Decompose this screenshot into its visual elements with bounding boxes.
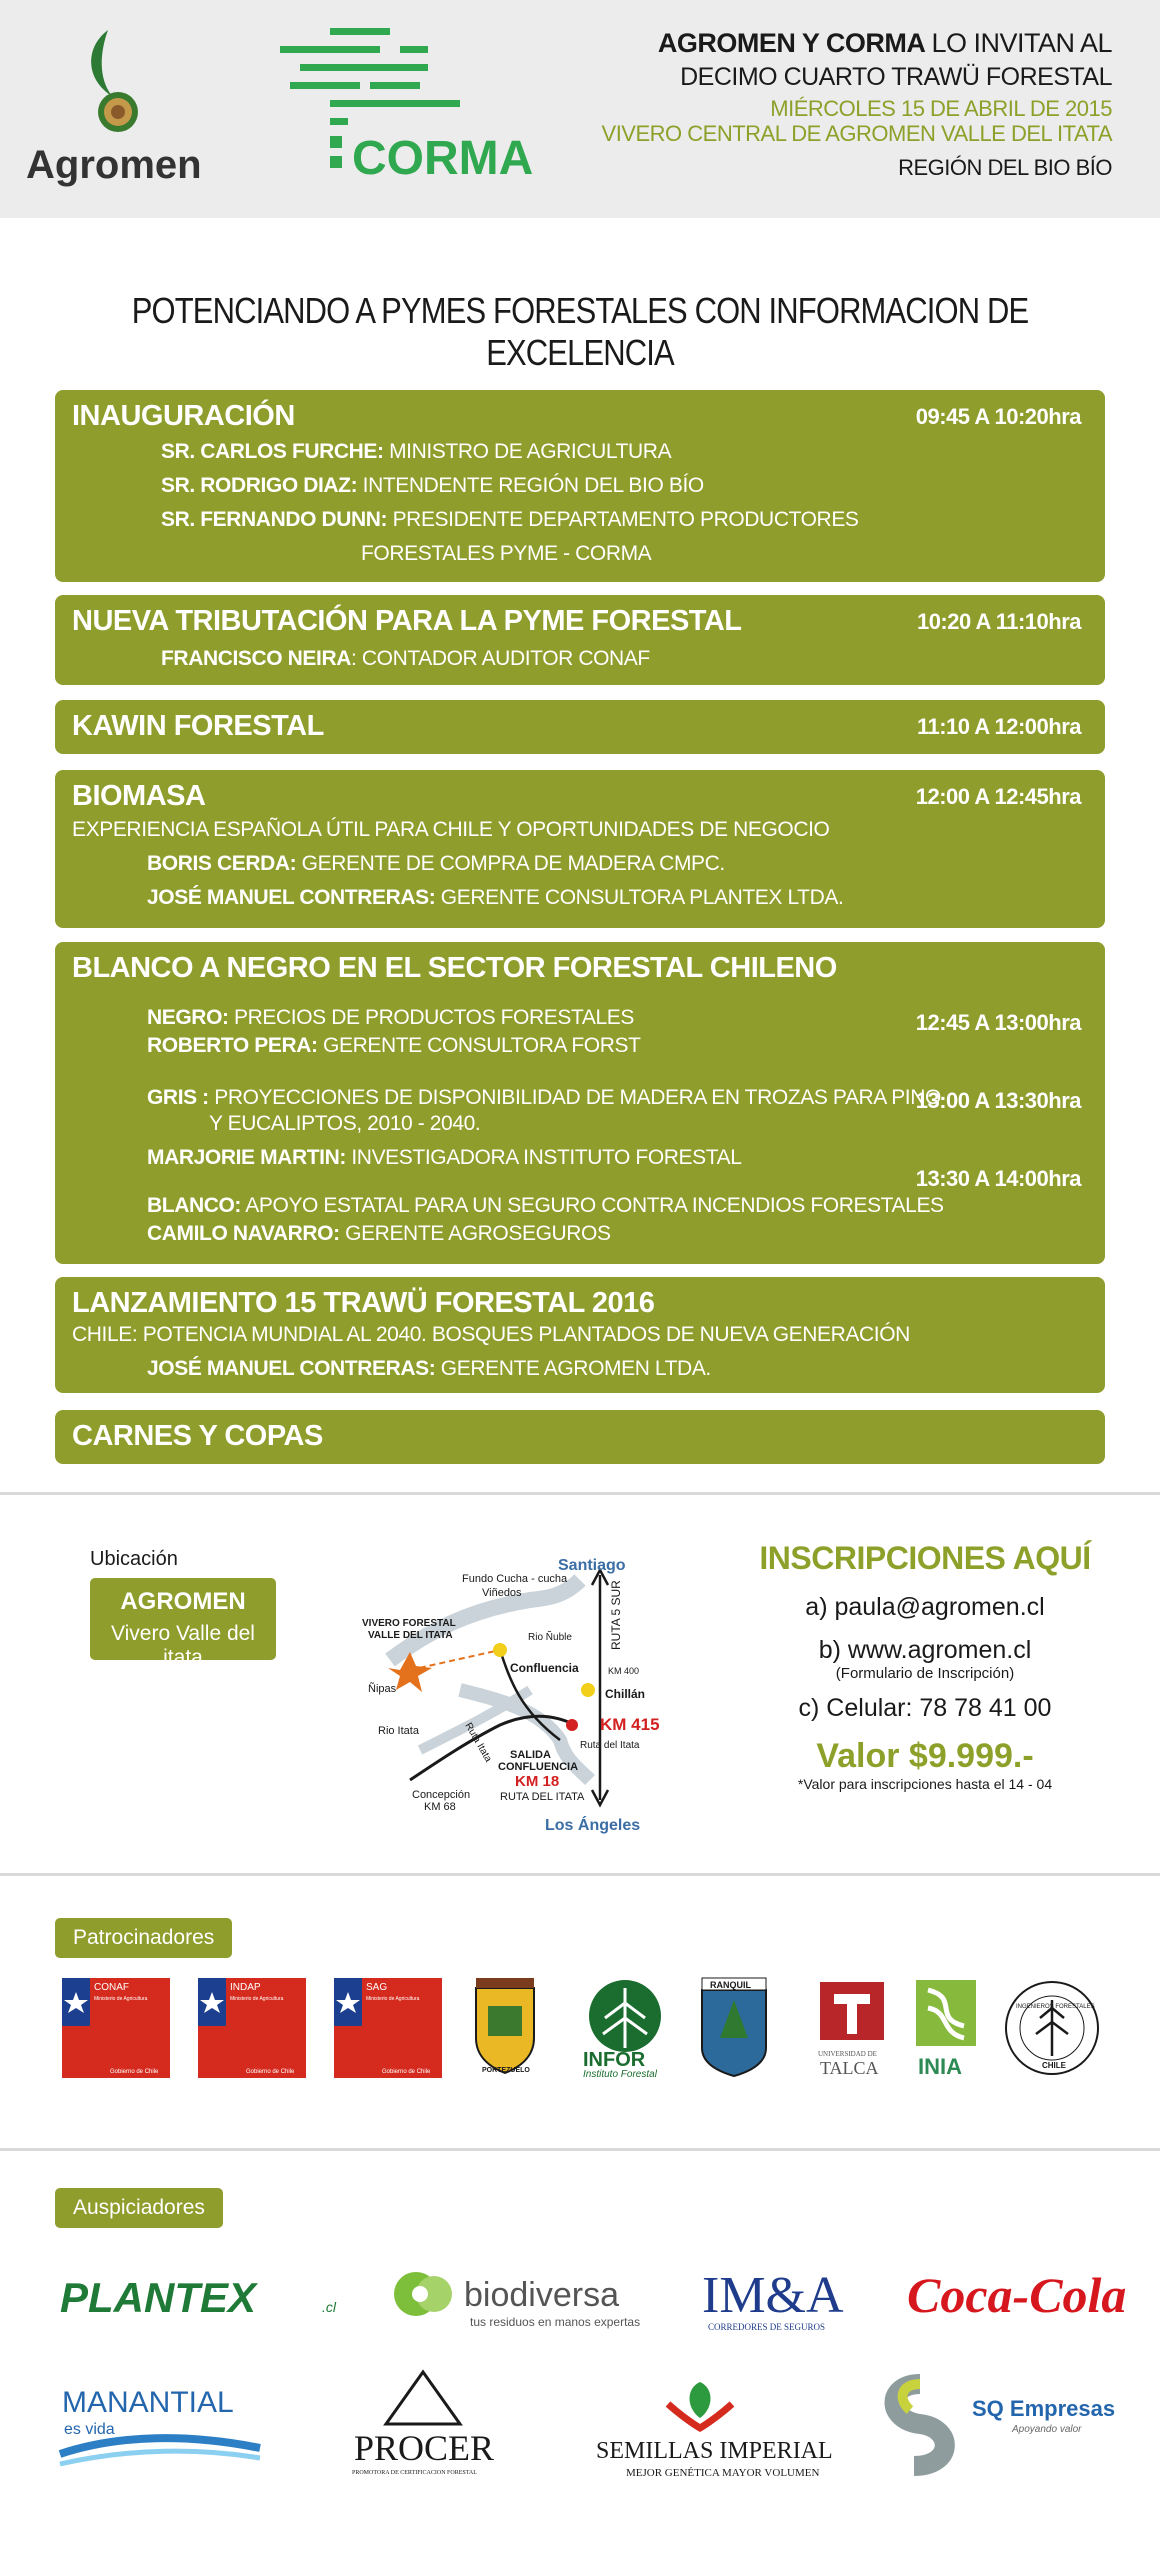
plantex-logo — [60, 2268, 360, 2328]
registration-web-note: (Formulario de Inscripción) — [835, 1665, 1015, 1682]
svg-text:INIA: INIA — [918, 2054, 962, 2079]
conaf-logo — [62, 1978, 170, 2078]
svg-text:TALCA: TALCA — [820, 2058, 879, 2078]
svg-text:SAG: SAG — [366, 1982, 388, 1993]
semillas-imperial-logo — [590, 2372, 833, 2482]
time-blanco: 13:30 A 14:00hra — [915, 1166, 1081, 1191]
time-gris: 13:00 A 13:30hra — [915, 1088, 1081, 1113]
program-biomasa — [55, 770, 1105, 928]
auspiciadores-label: Auspiciadores — [55, 2188, 223, 2228]
registration — [745, 1540, 1105, 1792]
svg-text:Gobierno de Chile: Gobierno de Chile — [110, 2069, 159, 2075]
svg-text:.cl: .cl — [322, 2299, 336, 2315]
svg-text:IM&A: IM&A — [702, 2267, 844, 2324]
invite-orgs: AGROMEN Y CORMA — [657, 28, 925, 58]
speaker-line: MARJORIE MARTIN: INVESTIGADORA INSTITUTO FORESTAL — [147, 1146, 742, 1169]
invite-verb: LO INVITAN AL — [931, 28, 1112, 58]
svg-text:PROCER: PROCER — [354, 2428, 495, 2468]
svg-text:PORTEZUELO: PORTEZUELO — [482, 2067, 530, 2074]
svg-text:Coca-Cola: Coca-Cola — [907, 2267, 1127, 2323]
svg-text:KM 415: KM 415 — [600, 1715, 660, 1734]
ranquil-logo — [698, 1978, 770, 2078]
block-title: BIOMASA — [72, 780, 206, 812]
svg-text:RUTA DEL ITATA: RUTA DEL ITATA — [500, 1791, 585, 1803]
program-kawin — [55, 700, 1105, 754]
imya-logo — [700, 2260, 890, 2336]
program-blanco-negro — [55, 942, 1105, 1264]
svg-text:tus residuos en manos expertas: tus residuos en manos expertas — [470, 2315, 641, 2329]
speaker-line: SR. RODRIGO DIAZ: INTENDENTE REGIÓN DEL BIO BÍO — [161, 474, 704, 497]
indap-logo — [198, 1978, 306, 2078]
block-title: CARNES Y COPAS — [72, 1420, 323, 1452]
event-name: DECIMO CUARTO TRAWÜ FORESTAL — [680, 63, 1112, 91]
registration-phone: c) Celular: 78 78 41 00 — [798, 1694, 1052, 1722]
location-place: Vivero Valle del itata — [111, 1622, 255, 1669]
block-title: LANZAMIENTO 15 TRAWÜ FORESTAL 2016 — [72, 1287, 655, 1319]
svg-text:MANANTIAL: MANANTIAL — [62, 2386, 234, 2419]
block-subtitle: CHILE: POTENCIA MUNDIAL AL 2040. BOSQUES PLANTADOS DE NUEVA GENERACIÓN — [72, 1323, 910, 1346]
svg-text:MEJOR GENÉTICA MAYOR VOLUMEN: MEJOR GENÉTICA MAYOR VOLUMEN — [626, 2467, 820, 2479]
svg-text:es vida: es vida — [64, 2421, 115, 2438]
agromen-logo — [20, 26, 230, 186]
sq-empresas-logo — [880, 2370, 1116, 2490]
sag-logo — [334, 1978, 442, 2078]
block-time: 10:20 A 11:10hra — [916, 609, 1081, 634]
speaker-line: SR. CARLOS FURCHE: MINISTRO DE AGRICULTURA — [161, 440, 672, 463]
svg-text:Concepción: Concepción — [412, 1789, 471, 1801]
svg-text:Gobierno de Chile: Gobierno de Chile — [246, 2069, 295, 2075]
svg-text:KM 68: KM 68 — [424, 1801, 456, 1813]
svg-text:Instituto Forestal: Instituto Forestal — [583, 2069, 657, 2080]
svg-text:Ruta Itata: Ruta Itata — [462, 1721, 494, 1765]
program-inauguracion — [55, 390, 1105, 582]
invitation-text — [602, 30, 1112, 179]
event-region: REGIÓN DEL BIO BÍO — [898, 155, 1112, 180]
registration-title: INSCRIPCIONES AQUÍ — [759, 1540, 1091, 1576]
program-lanzamiento — [55, 1277, 1105, 1393]
event-venue: VIVERO CENTRAL DE AGROMEN VALLE DEL ITATA — [601, 121, 1112, 146]
corma-logo — [270, 24, 600, 184]
block-time: 11:10 A 12:00hra — [916, 714, 1081, 739]
block-title: NUEVA TRIBUTACIÓN PARA LA PYME FORESTAL — [72, 605, 742, 637]
program-tributacion — [55, 595, 1105, 685]
svg-text:Ministerio de Agricultura: Ministerio de Agricultura — [230, 1996, 284, 2002]
inia-logo — [910, 1978, 982, 2078]
program-carnes — [55, 1410, 1105, 1464]
registration-web[interactable]: b) www.agromen.cl — [818, 1636, 1032, 1664]
ingenieros-logo — [1002, 1978, 1102, 2078]
procer-logo — [348, 2368, 498, 2478]
svg-text:Apoyando valor: Apoyando valor — [1012, 2424, 1082, 2435]
svg-text:Agromen: Agromen — [26, 143, 202, 187]
speaker-line: ROBERTO PERA: GERENTE CONSULTORA FORST — [147, 1034, 641, 1057]
svg-text:RANQUIL: RANQUIL — [710, 1980, 751, 1990]
block-title: BLANCO A NEGRO EN EL SECTOR FORESTAL CHILENO — [72, 952, 837, 984]
svg-text:PLANTEX: PLANTEX — [60, 2274, 257, 2321]
registration-price-note: *Valor para inscripciones hasta el 14 - 04 — [797, 1776, 1053, 1792]
svg-text:CHILE: CHILE — [1042, 2061, 1066, 2070]
location-name: AGROMEN — [120, 1588, 246, 1615]
divider — [0, 2148, 1160, 2151]
svg-text:Santiago: Santiago — [558, 1557, 626, 1574]
manantial-logo — [60, 2378, 270, 2468]
svg-text:biodiversa: biodiversa — [464, 2276, 619, 2314]
block-subtitle: EXPERIENCIA ESPAÑOLA ÚTIL PARA CHILE Y OPORTUNIDADES DE NEGOCIO — [72, 818, 830, 841]
biodiversa-logo — [390, 2262, 680, 2332]
svg-text:Ministerio de Agricultura: Ministerio de Agricultura — [94, 1996, 148, 2002]
svg-text:Confluencia: Confluencia — [510, 1661, 579, 1675]
svg-text:VALLE DEL ITATA: VALLE DEL ITATA — [368, 1630, 453, 1641]
divider — [0, 1873, 1160, 1876]
registration-email[interactable]: a) paula@agromen.cl — [805, 1593, 1045, 1621]
svg-text:SEMILLAS IMPERIAL: SEMILLAS IMPERIAL — [596, 2438, 833, 2464]
topic-blanco: BLANCO: APOYO ESTATAL PARA UN SEGURO CONTRA INCENDIOS FORESTALES — [147, 1194, 944, 1217]
block-title: INAUGURACIÓN — [72, 400, 295, 432]
svg-text:INDAP: INDAP — [230, 1982, 261, 1993]
location-label: Ubicación — [90, 1548, 178, 1570]
svg-text:Viñedos: Viñedos — [482, 1587, 522, 1599]
event-date: MIÉRCOLES 15 DE ABRIL DE 2015 — [770, 96, 1112, 121]
block-time: 12:00 A 12:45hra — [915, 784, 1081, 809]
svg-text:Chillán: Chillán — [605, 1687, 646, 1701]
svg-text:SQ Empresas: SQ Empresas — [972, 2396, 1116, 2421]
svg-text:INGENIEROS FORESTALES: INGENIEROS FORESTALES — [1016, 2004, 1095, 2010]
svg-text:CORMA: CORMA — [352, 132, 534, 185]
svg-text:UNIVERSIDAD DE: UNIVERSIDAD DE — [818, 2050, 877, 2058]
speaker-line: SR. FERNANDO DUNN: PRESIDENTE DEPARTAMENTO PRODUCTORES — [161, 508, 859, 531]
svg-text:VIVERO FORESTAL: VIVERO FORESTAL — [362, 1618, 456, 1629]
divider — [0, 1492, 1160, 1495]
header — [0, 0, 1160, 218]
location-map — [350, 1540, 690, 1840]
patrocinadores-label: Patrocinadores — [55, 1918, 232, 1958]
svg-text:Los Ángeles: Los Ángeles — [545, 1817, 641, 1834]
utalca-logo — [812, 1978, 892, 2078]
svg-text:Rio Ñuble: Rio Ñuble — [528, 1632, 572, 1643]
speaker-line: JOSÉ MANUEL CONTRERAS: GERENTE CONSULTORA PLANTEX LTDA. — [147, 886, 844, 909]
block-time: 09:45 A 10:20hra — [915, 404, 1081, 429]
svg-text:PROMOTORA DE CERTIFICACION FOR: PROMOTORA DE CERTIFICACION FORESTAL — [352, 2470, 477, 2476]
svg-text:CORREDORES DE SEGUROS: CORREDORES DE SEGUROS — [708, 2322, 826, 2332]
speaker-line: CAMILO NAVARRO: GERENTE AGROSEGUROS — [147, 1222, 611, 1245]
registration-price: Valor $9.999.- — [816, 1737, 1034, 1775]
topic-gris-cont: Y EUCALIPTOS, 2010 - 2040. — [209, 1112, 481, 1135]
svg-text:Rio Itata: Rio Itata — [378, 1725, 419, 1737]
svg-text:RUTA 5 SUR: RUTA 5 SUR — [609, 1580, 623, 1650]
block-title: KAWIN FORESTAL — [72, 710, 324, 742]
svg-text:INFOR: INFOR — [583, 2049, 646, 2071]
topic-negro: NEGRO: PRECIOS DE PRODUCTOS FORESTALES — [147, 1006, 634, 1029]
portezuelo-logo — [468, 1978, 542, 2078]
svg-text:Gobierno de Chile: Gobierno de Chile — [382, 2069, 431, 2075]
time-negro: 12:45 A 13:00hra — [915, 1010, 1081, 1035]
svg-text:CONFLUENCIA: CONFLUENCIA — [498, 1761, 579, 1773]
topic-gris: GRIS : PROYECCIONES DE DISPONIBILIDAD DE MADERA EN TROZAS PARA PINO — [147, 1086, 941, 1109]
speaker-line: JOSÉ MANUEL CONTRERAS: GERENTE AGROMEN LTDA. — [147, 1357, 711, 1380]
svg-text:Ruta del Itata: Ruta del Itata — [580, 1740, 640, 1751]
svg-text:KM 400: KM 400 — [608, 1666, 640, 1676]
svg-text:KM 18: KM 18 — [515, 1773, 560, 1790]
speaker-line: FRANCISCO NEIRA: CONTADOR AUDITOR CONAF — [161, 647, 650, 670]
cocacola-logo — [905, 2262, 1127, 2332]
svg-text:Fundo Cucha - cucha: Fundo Cucha - cucha — [462, 1573, 568, 1585]
svg-text:Ministerio de Agricultura: Ministerio de Agricultura — [366, 1996, 420, 2002]
location-box — [90, 1578, 276, 1669]
main-title: POTENCIANDO A PYMES FORESTALES CON INFORMACION DE EXCELENCIA — [131, 290, 1029, 373]
svg-text:Ñipas: Ñipas — [368, 1683, 397, 1695]
svg-text:SALIDA: SALIDA — [510, 1749, 551, 1761]
speaker-line: FORESTALES PYME - CORMA — [361, 542, 652, 565]
infor-logo — [575, 1978, 675, 2078]
speaker-line: BORIS CERDA: GERENTE DE COMPRA DE MADERA CMPC. — [147, 852, 725, 875]
svg-text:CONAF: CONAF — [94, 1982, 129, 1993]
